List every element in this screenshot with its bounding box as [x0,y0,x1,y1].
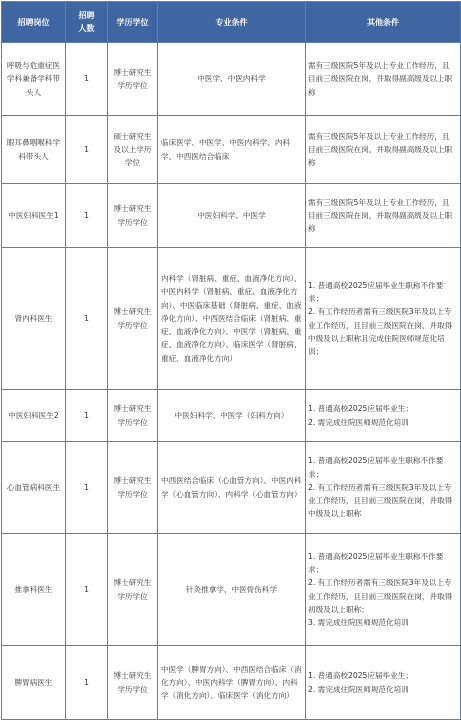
header-major: 专业条件 [158,2,306,43]
recruitment-table [0,1,461,722]
cell-degree: 博士研究生学历学位 [108,534,158,646]
header-degree: 学历学位 [108,2,158,43]
cell-other [306,534,461,646]
cell-position: 推拿科医生 [2,534,66,646]
condition-line: 2. 有工作经历者需有三级医院3年及以上专业工作经历，且目前三级医院在岗，并取得中级及以上职称且完成住院医师规范化培训； [308,307,453,356]
cell-count: 1 [66,248,108,390]
cell-other [306,390,461,442]
cell-position: 肾内科医生 [2,248,66,390]
header-count: 招聘人数 [66,2,108,43]
condition-line: 2. 有工作经历者需有三级医院3年及以上专业工作经历，且目前三级医院在岗，并取得中级及以上职称 [308,482,453,519]
condition-line: 需有三级医院5年及以上专业工作经历，且目前三级医院在岗，并取得副高级及以上职称 [308,61,453,97]
condition-line: 1. 普通高校2025应届毕业生； [308,404,413,414]
condition-line: 1. 普通高校2025应届毕业生职称不作要求； [308,551,444,575]
cell-count: 1 [66,43,108,116]
table-row [2,390,461,442]
cell-major: 内科学（肾脏病、重症、血液净化方向）、中医内科学（肾脏病、重症、血液净化方向）、中医临床基础（肾脏病、重症、血液净化方向）、中西医结合临床（肾脏病、重症、血液净化方向）、中医学（肾脏病、重症、血液净化方向）、临床医学（肾脏病、重症、血液净化方向） [158,248,306,390]
table-row [2,43,461,116]
cell-degree: 博士研究生学历学位 [108,248,158,390]
cell-count: 1 [66,534,108,646]
cell-other [306,43,461,116]
condition-line: 2. 有工作经历者需有三级医院3年及以上专业工作经历，且目前三级医院在岗，并取得初级及以上职称； [308,578,453,614]
cell-degree: 硕士研究生及以上学历学位 [108,116,158,184]
table-row [2,116,461,184]
cell-degree: 博士研究生学历学位 [108,43,158,116]
table-row [2,184,461,248]
cell-degree: 博士研究生学历学位 [108,390,158,442]
condition-line: 2. 需完成住院医师规范化培训 [308,684,409,694]
table-row [2,534,461,646]
cell-position: 眼耳鼻咽喉科学科带头人 [2,116,66,184]
cell-major: 中医妇科学、中医学（妇科方向） [158,390,306,442]
cell-major: 中医学、中医内科学 [158,43,306,116]
header-position: 招聘岗位 [2,2,66,43]
cell-degree: 博士研究生学历学位 [108,442,158,534]
table-row [2,646,461,720]
cell-count: 1 [66,442,108,534]
cell-degree: 博士研究生学历学位 [108,646,158,720]
condition-line: 2. 需完成住院医师规范化培训 [308,417,409,427]
cell-position: 呼吸与危重症医学科兼备学科带头人 [2,43,66,116]
cell-major: 中医妇科学、中医学 [158,184,306,248]
cell-count: 1 [66,184,108,248]
cell-count: 1 [66,390,108,442]
cell-other [306,646,461,720]
cell-position: 脾胃病医生 [2,646,66,720]
cell-major: 临床医学、中医学、中医内科学、内科学、中西医结合临床 [158,116,306,184]
cell-degree: 博士研究生学历学位 [108,184,158,248]
table [1,1,461,720]
cell-major: 针灸推拿学、中医骨伤科学 [158,534,306,646]
cell-major: 中西医结合临床（心血管方向）、中医内科学（心血管方向）、内科学（心血管方向） [158,442,306,534]
condition-line: 1. 普通高校2025应届毕业生职称不作要求； [308,456,444,479]
cell-position: 中医妇科医生2 [2,390,66,442]
condition-line: 1. 普通高校2025应届毕业生； [308,671,413,681]
header-other: 其他条件 [306,2,461,43]
cell-count: 1 [66,646,108,720]
condition-line: 1. 普通高校2025应届毕业生职称不作要求； [308,280,444,304]
condition-line: 3. 需完成住院医师规范化培训 [308,617,409,627]
cell-position: 中医妇科医生1 [2,184,66,248]
header-row [2,2,461,43]
cell-count: 1 [66,116,108,184]
cell-other [306,184,461,248]
cell-position: 心血管病科医生 [2,442,66,534]
condition-line: 需有三级医院5年及以上专业工作经历，且目前三级医院在岗，并取得副高级及以上职称 [308,131,453,168]
table-row [2,248,461,390]
condition-line: 需有三级医院5年及以上专业工作经历，且目前三级医院在岗，并取得副高级及以上职称 [308,197,453,234]
cell-other [306,442,461,534]
table-row [2,442,461,534]
cell-other [306,248,461,390]
cell-major: 中医学（脾胃方向）、中西医结合临床（消化方向）、中医内科学（脾胃方向）、内科学（消化方向）、临床医学（消化方向） [158,646,306,720]
cell-other [306,116,461,184]
